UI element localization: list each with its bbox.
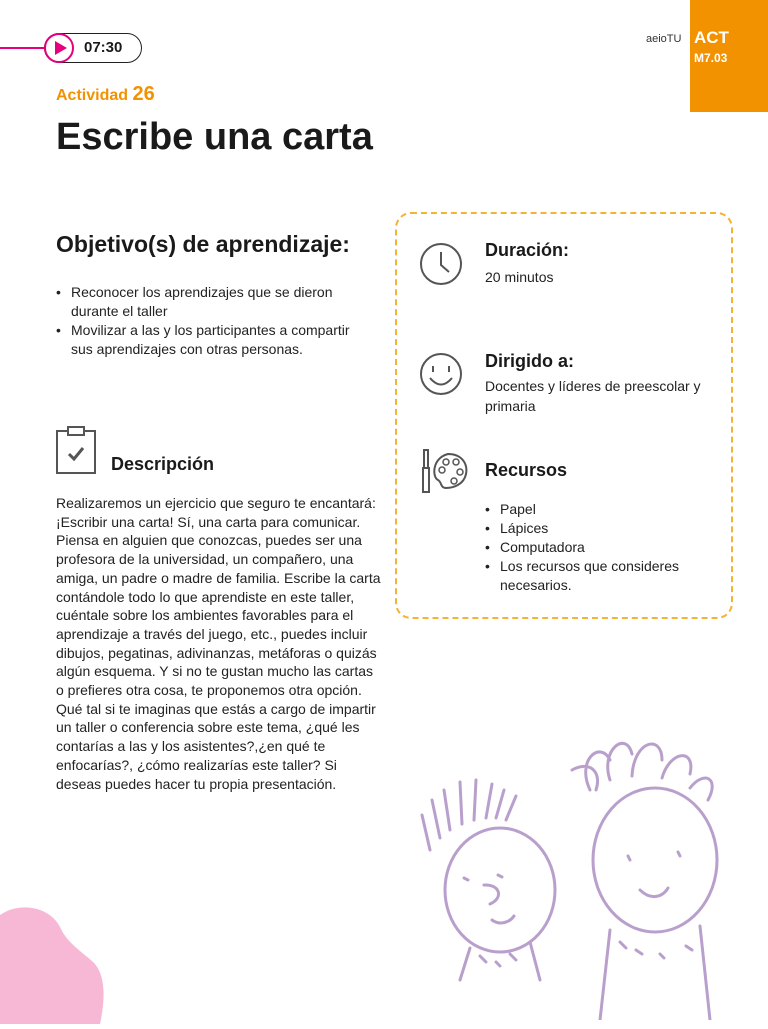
resource-item: • Lápices	[485, 519, 715, 538]
resources-title: Recursos	[485, 460, 568, 480]
activity-label	[56, 83, 155, 106]
activity-number: 26	[132, 83, 155, 105]
resource-item: • Computadora	[485, 538, 715, 557]
brand-logo: aeioTU	[646, 33, 682, 45]
play-icon[interactable]	[44, 33, 74, 63]
objectives-list	[56, 283, 356, 359]
page-title: Escribe una carta	[56, 116, 373, 158]
children-drawing-illustration	[400, 720, 760, 1025]
palette-icon	[418, 448, 468, 501]
objectives-title: Objetivo(s) de aprendizaje:	[56, 231, 350, 257]
audience-value: Docentes y líderes de preescolar y primaria	[485, 378, 701, 414]
objective-item: • Movilizar a las y los participantes a compartir sus aprendizajes con otras personas.	[56, 321, 356, 359]
pink-blob-decoration	[0, 905, 110, 1029]
duration-value: 20 minutos	[485, 269, 554, 285]
audience-title: Dirigido a:	[485, 351, 574, 371]
clipboard-check-icon	[54, 425, 98, 480]
resource-item: • Los recursos que consideres necesarios.	[485, 557, 715, 595]
objective-item: • Reconocer los aprendizajes que se dieron durante el taller	[56, 283, 356, 321]
act-code: M7.03	[694, 51, 728, 65]
smiley-icon	[418, 351, 464, 402]
clock-icon	[418, 241, 464, 292]
resource-item: • Papel	[485, 500, 715, 519]
duration-title: Duración:	[485, 240, 570, 260]
resources-list	[485, 500, 715, 595]
timer-text: 07:30	[84, 39, 123, 56]
description-title: Descripción	[111, 454, 215, 474]
timer-line	[0, 47, 50, 49]
activity-word: Actividad	[56, 87, 129, 104]
description-text: Realizaremos un ejercicio que seguro te encantará: ¡Escribir una carta! Sí, una carta para comunicar. Piensa en alguien que conozcas, puedes ser una profesora de la universidad, un compañero, una amiga, un padre o madre de familia. Escribe la carta contándole todo lo que aprendiste en este taller, cuéntale sobre los ambientes favorables para el aprendizaje a través del juego, etc., puedes incluir dibujos, pegatinas, adivinanzas, metáforas o quizás algún esquema. Y si no te gustan mucho las cartas o prefieres otra cosa, te proponemos otra opción. Qué tal si te imaginas que estás a cargo de impartir un taller o conferencia sobre este tema, ¿qué les contarías a las y los asistentes?,¿en qué te enfocarías?, ¿cómo realizarías este taller? Si deseas puedes hacer tu propia presentación.	[56, 495, 381, 792]
act-tab	[690, 0, 768, 112]
act-label: ACT	[694, 28, 729, 47]
